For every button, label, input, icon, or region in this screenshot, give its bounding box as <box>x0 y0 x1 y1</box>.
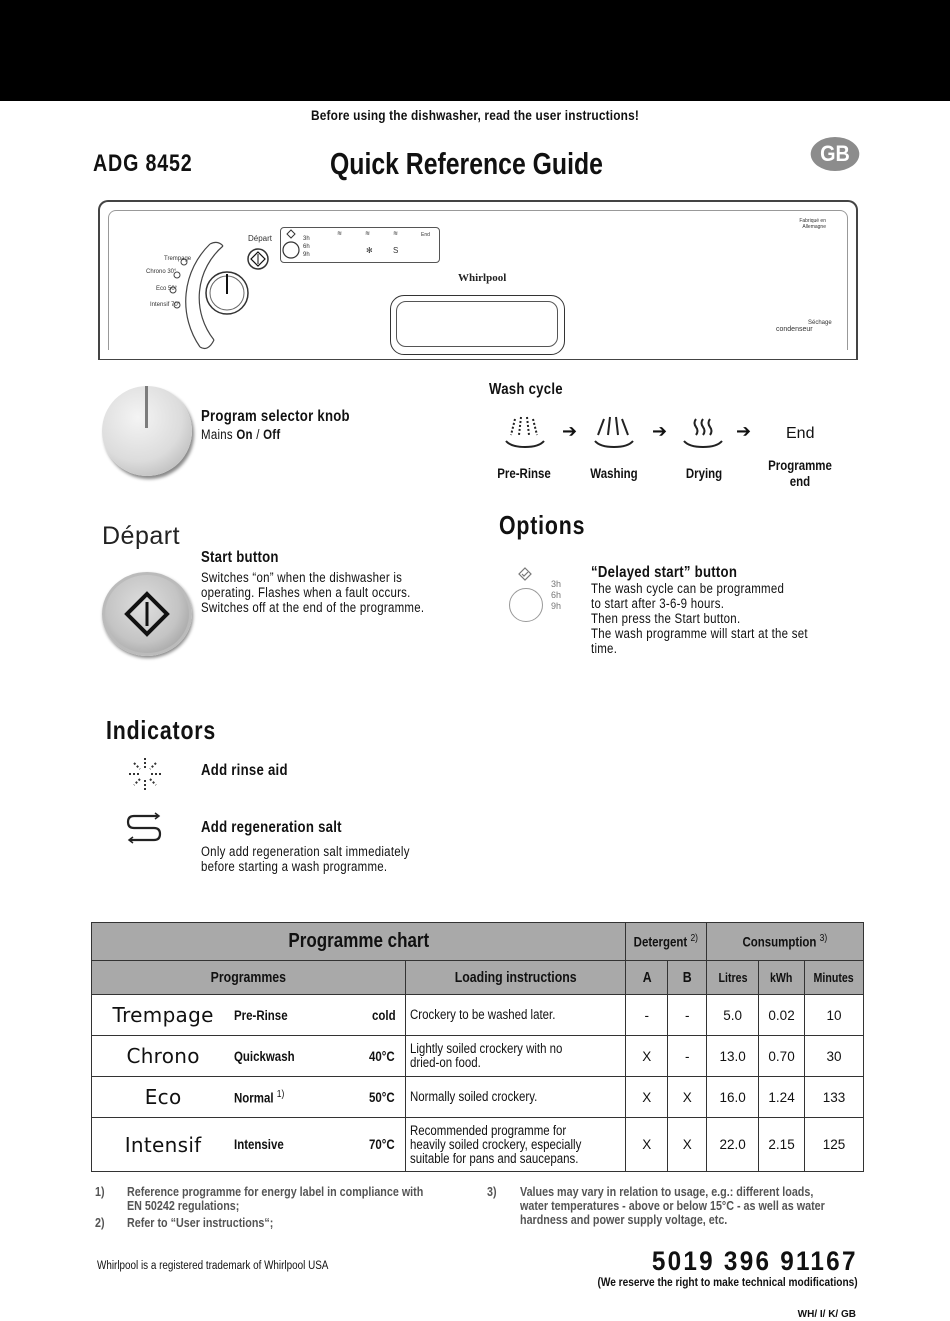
table-row: Trempage Pre-Rinse cold Crockery to be washed later. - - 5.0 0.02 10 <box>92 995 864 1036</box>
made-in-label: Fabriqué en Allemagne <box>799 218 826 230</box>
end-icon: End <box>786 425 815 442</box>
start-button-image <box>102 572 192 656</box>
detergent-header: Detergent $^{2)}$ <box>626 923 707 961</box>
col-kwh: kWh <box>759 961 805 995</box>
washing-icon <box>592 413 636 453</box>
delay-desc-line: to start after 3-6-9 hours. <box>591 596 725 611</box>
drying-icon <box>681 413 725 453</box>
step-label-washing: Washing <box>590 466 638 481</box>
step-label-programme: Programme <box>768 458 832 473</box>
arrow-icon: ➔ <box>736 421 752 441</box>
panel-display: 3h 6h 9h ≋ ≋ ≋ End ✻ S <box>280 227 440 263</box>
delay-icon <box>517 566 533 582</box>
whirlpool-logo: Whirlpool <box>458 272 507 284</box>
step-label-pre-rinse: Pre-Rinse <box>497 466 551 481</box>
consumption-header: Consumption $^{3)}$ <box>707 923 864 961</box>
start-button-title: Start button <box>201 549 279 566</box>
instructions-notice: Before using the dishwasher, read the user instructions! <box>310 108 640 123</box>
footnote-2: Refer to “User instructions“; <box>127 1216 274 1230</box>
delay-desc-line: Then press the Start button. <box>591 611 741 626</box>
page-title: Quick Reference Guide <box>330 146 603 181</box>
panel-prerinse-icon: ≋ <box>337 231 343 237</box>
delay-desc-line: time. <box>591 641 618 656</box>
arrow-icon: ➔ <box>562 421 578 441</box>
drying-label-1: Séchage <box>808 320 832 326</box>
rinse-aid-icon <box>127 756 163 792</box>
panel-drying-icon: ≋ <box>393 231 399 237</box>
footnote-3-cont: water temperatures - above or below 15°C - as well as water <box>520 1199 825 1213</box>
panel-salt-icon: S <box>393 246 399 255</box>
programme-chart-table <box>91 922 864 1172</box>
panel-label-trempage: Trempage <box>164 256 192 262</box>
start-desc-line: Switches “on” when the dishwasher is <box>201 570 403 585</box>
regeneration-salt-icon <box>126 812 162 846</box>
trademark-notice: Whirlpool is a registered trademark of Whirlpool USA <box>97 1260 329 1272</box>
panel-label-intensif: Intensif 70° <box>150 302 181 308</box>
salt-desc-line: before starting a wash programme. <box>201 859 388 874</box>
delay-desc-line: The wash programme will start at the set <box>591 626 808 641</box>
footnote-2-num: 2) <box>95 1216 105 1230</box>
footnote-3-cont: hardness and power supply voltage, etc. <box>520 1213 728 1227</box>
col-a: A <box>626 961 668 995</box>
footnote-3: Values may vary in relation to usage, e.g.: different loads, <box>520 1185 814 1199</box>
panel-label-eco: Eco 50° <box>156 286 178 292</box>
drying-label-2: condenseur <box>776 326 813 333</box>
col-loading: Loading instructions <box>406 961 626 995</box>
chart-title: Programme chart <box>92 923 626 961</box>
panel-label-chrono: Chrono 30° <box>146 269 177 275</box>
start-icon <box>123 590 171 638</box>
delayed-start-title: “Delayed start” button <box>591 564 738 581</box>
footnote-3-num: 3) <box>487 1185 497 1199</box>
panel-washing-icon: ≋ <box>365 231 371 237</box>
wash-cycle-title: Wash cycle <box>489 381 563 398</box>
panel-label-depart: Départ <box>248 234 273 243</box>
col-programmes: Programmes <box>92 961 406 995</box>
salt-label: Add regeneration salt <box>201 819 342 836</box>
options-title: Options <box>499 510 586 540</box>
step-label-end: end <box>789 474 811 489</box>
footnote-1-num: 1) <box>95 1185 105 1199</box>
table-row: Eco Normal $^{1)}$ 50°C Normally soiled crockery. X X 16.0 1.24 133 <box>92 1077 864 1118</box>
depart-label: Départ <box>102 522 181 550</box>
delay-desc-line: The wash cycle can be programmed <box>591 581 785 596</box>
door-handle <box>390 295 565 355</box>
model-number: ADG 8452 <box>93 150 193 177</box>
knob-title: Program selector knob <box>201 408 350 425</box>
rinse-aid-label: Add rinse aid <box>201 762 288 779</box>
region-codes: WH/ I/ K/ GB <box>797 1309 856 1320</box>
panel-rinse-aid-icon: ✻ <box>366 246 373 255</box>
delayed-start-button-image <box>509 588 543 622</box>
top-black-bar <box>0 0 950 101</box>
start-desc-line: Switches off at the end of the programme. <box>201 600 425 615</box>
modifications-notice: (We reserve the right to make technical modifications) <box>597 1277 858 1289</box>
footnote-1-cont: EN 50242 regulations; <box>127 1199 240 1213</box>
country-badge: GB <box>811 137 860 171</box>
step-label-drying: Drying <box>685 466 723 481</box>
table-row: Chrono Quickwash 40°C Lightly soiled crockery with no dried-on food. X - 13.0 0.70 30 <box>92 1036 864 1077</box>
arrow-icon: ➔ <box>652 421 668 441</box>
document-code: 5019 396 91167 <box>652 1246 858 1276</box>
col-b: B <box>668 961 707 995</box>
indicators-title: Indicators <box>106 715 217 745</box>
table-row: Intensif Intensive 70°C Recommended programme for heavily soiled crockery, especially suitable for pans and saucepans. X X 22.0 2.15 125 <box>92 1118 864 1172</box>
knob-desc: Mains On / Off <box>201 427 281 442</box>
footnote-1: Reference programme for energy label in compliance with <box>127 1185 424 1199</box>
col-minutes: Minutes <box>805 961 864 995</box>
col-litres: Litres <box>707 961 759 995</box>
salt-desc-line: Only add regeneration salt immediately <box>201 844 410 859</box>
selector-knob-image <box>102 386 192 476</box>
control-panel-illustration <box>98 200 858 360</box>
pre-rinse-icon <box>503 413 547 453</box>
start-desc-line: operating. Flashes when a fault occurs. <box>201 585 411 600</box>
